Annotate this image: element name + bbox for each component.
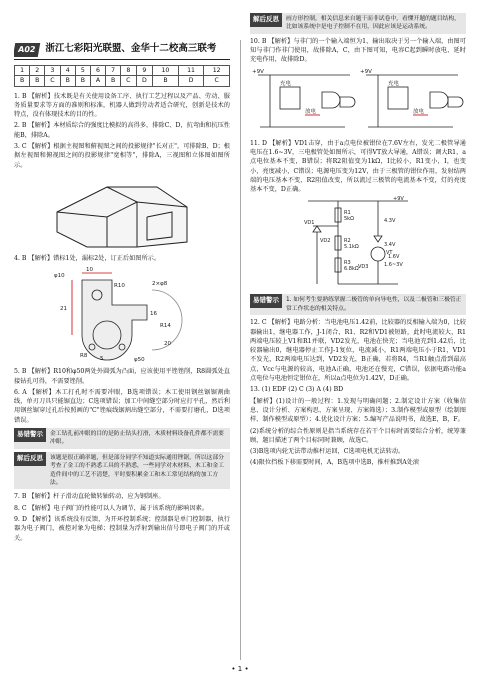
hint-text: 1. 如何考生要熟练掌握二极管的单向导电性，以及二极管和三极管正常工作状态的相关特点。 [286,297,462,312]
q12-explanation: 12. C 【解析】电路分析：当电池电压1.42前，比较器的反相输入端为0，比较器输出1，继电器工作，J-1闭合，R1、R2和VD1被短路，此时电流较大，R1两端电压较上V1和R1并联，VD2发光，电池在快充；当电池充到1.42后，比较器输出0，继电器停止工作J-1复位，电流减小，R1两端电压小于R1，VD1不发光，R2两端电压达到，VD2发光，B正确，若将R4，当R1触点滑到最高点，Vcc与电源的较高，电池A正确，电池还在慢充，C错误，依据电路功能a点电位与电池恒定钳位在，所以a点电位为1.42V，D正确。 [250,319,466,383]
figure-label: 2×φ8 [152,281,168,288]
figure-label: 21 [60,306,67,313]
figure-label: 6.8kΩ [344,266,359,273]
q3-3d-figure [47,172,197,252]
answer-table-answer-cell: C [121,76,136,86]
figure-label: R14 [160,323,171,330]
answer-table-number-cell: 12 [204,66,230,76]
hint-label: 解后反思 [14,452,46,466]
answer-table-number-cell: 10 [153,66,179,76]
q13-part4: (4)限位挡板下移需要时间，A，B选项中选B，推杆推到A处滚 [250,459,420,467]
answer-table [14,65,230,87]
figure-label: 放电 [305,108,317,115]
answer-table-answers-row [15,76,230,86]
q5-explanation: 5. B 【解析】R10和φ50两处外圆弧为凸面，应该使用平锉锉削，R8圆弧处直接钻孔可得，不需要锉削。 [14,368,230,385]
answer-table-answer-cell: D [178,76,204,86]
figure-label: 5kΩ [344,216,354,223]
figure-label: R3 [344,260,351,267]
section-badge: A02 [14,43,41,57]
figure-label: 1.6V [388,254,400,261]
q2-explanation: 2. B 【解析】本材质综合的强度比模拟的高得多，排除C、D，抗弯曲和抗压性能B，排除A。 [14,122,230,139]
figure-label: VD3 [358,264,369,271]
answer-table-number-cell: 3 [45,66,60,76]
q11-explanation: 11. D 【解析】VD1击穿，由于a点电位被钳位在7.6V左右，发光二极管导通电压在1.6~3V，三电极管处如图所示，可得VT放大导通，A错误；调大R1，a点电位基本不变，B错误；将R2阻值变为1kΩ，I比较小，R1变小，I，也变小，亮度减小，C错误；电源电压变为12V，由于三极管的钳位作用，发射结两端的电压基本不变，R2阻值改变，所以流过三极管的电流基本不变，灯的亮度基本不变，D正确。 [250,139,466,194]
q13-part2: (2)系统分析的综合性原则是指当系统存在若干个目标时需要综合分析，统筹兼顾，题目描述了两个目标同时兼顾，故选C。 [250,427,466,444]
q13-answers: 13. (1) EDF (2) C (3) A (4) BD [250,386,344,394]
hint-box-reflection-top [250,13,466,34]
figure-label: 4.3V [384,218,396,225]
figure-label: 充电 [388,80,400,87]
left-column [14,40,230,660]
q10-explanation: 10. B 【解析】与非门的一个输入端恒为1，输出取决于另一个输入端，由图可知与非门作非门使用，故排除A，C，由下图可知，电容C起到瞬时放电、延时充电作用，故排除D。 [250,37,466,64]
answer-table-number-cell: 1 [15,66,30,76]
answer-table-answer-cell: B [75,76,90,86]
answer-table-answer-cell: B [60,76,75,86]
q8-explanation: 8. C 【解析】电子阀门的性能可以人为调节，属于该系统的影响因素。 [14,504,209,512]
answer-table-answer-cell: B [15,76,30,86]
hint-text: 该题是很正确率题，但是部分同学不知道实际通用锉锯，所以这部分考查了金工的不熟悉工具的不熟悉，一些同学对木材料、木工和金工造件间中的工艺不清楚，平时要积累金工和木工常见结构的加工方法。 [50,454,224,486]
hint-box-reflection [14,452,230,490]
hint-label: 易错警示 [14,428,46,442]
q3-explanation: 3. C 【解析】根据主视图和俯视图之间的投影规律"长对正"，可排除B、D；根据左视图和俯视图之间的投影规律"宽相等"，排除A，三视图和立体图如图所示。 [14,143,230,169]
answer-table-answer-cell: C [45,76,60,86]
hint-box-error-warning-2 [250,294,466,315]
figure-label: R1 [344,210,351,217]
figure-label: +9V [393,196,404,203]
answer-table-answer-cell: D [136,76,153,86]
figure-label: +9V [252,68,264,75]
hint-label: 解后反思 [250,13,282,27]
figure-label: 20 [164,341,171,348]
figure-label: VD2 [320,238,331,245]
hint-text: 金工钻孔前冲眼的目的是防止钻头打滑，木质材料设备孔件都不需要冲眼。 [50,431,224,446]
q11-circuit-figure [298,196,418,291]
figure-label: R8 [80,353,88,360]
q7-explanation: 7. B 【解析】杆子滑动直轮做转轴转动，应为钢制座。 [14,493,165,501]
figure-label: R2 [344,238,351,245]
figure-label: VT [386,250,393,257]
figure-label: φ50 [134,357,145,364]
figure-label: φ10 [54,273,65,280]
answer-table-number-cell: 2 [30,66,45,76]
answer-table-numbers-row [15,66,230,76]
figure-label: 16 [150,311,157,318]
title-row [14,40,230,60]
answer-table-answer-cell: B [30,76,45,86]
q4-dimension-drawing [52,265,192,365]
q9-explanation: 9. D 【解析】该系统没有反馈，为开环控制系统；控制器是单门控制器，执行器为电子阀门，被控对象为电梯；控制量为浮射到输出信号即电子阀门的开或关。 [14,515,230,542]
q4-explanation: 4. B 【解析】错标1处，漏标2处，订正后如图所示。 [14,254,161,262]
figure-label: 10 [86,267,93,274]
q13-explanation: 【解析】(1)设计的一般过程：1.发现与明确问题；2.制定设计方案（收集信息、设计分析、方案构思、方案呈现、方案筛选）；3.制作模型或原型（绘制图样、制作模型或原型）；4.优化设计方案；5.编写产品说明书，故选E，B，F。 [250,397,466,424]
figure-label: 放电 [413,108,425,115]
q6-explanation: 6. A 【解析】木工打孔时不需要冲眼，B选项错误；木工使用钢丝锯锯割曲线，单刃刀具只能锯直边；C选项错误；加工中间缝空部分时应打平孔，然后利用钢丝锯穿过孔后按照画的"C"锉痕线锯割出缝空部分，不需要打磨孔，D选项错误。 [14,388,230,424]
answer-table-number-cell: 6 [90,66,105,76]
figure-label: R10 [114,283,125,290]
page-number: • 1 • [231,665,249,673]
figure-label: 3.4V [384,242,396,249]
figure-label: 5 [100,356,104,363]
q10-circuit-figures [250,67,466,137]
answer-table-number-cell: 4 [60,66,75,76]
hint-box-error-warning [14,428,230,449]
figure-label: 充电 [280,80,292,87]
answer-table-answer-cell: A [90,76,105,86]
figure-label: 1.6~3V [384,262,403,269]
hint-text: 画方形控制，相关信息来自题干而非试卷中，看懂开题的题目结构，比如该系统中是电子控制不在用，因此应该是运动系统。 [286,16,460,31]
page-title: 浙江七彩阳光联盟、金华十二校高三联考 [45,43,217,55]
figure-label: 5.1kΩ [344,244,359,251]
answer-table-answer-cell: B [106,76,121,86]
answer-table-number-cell: 9 [136,66,153,76]
answer-table-answer-cell: B [153,76,179,86]
column-divider [240,40,241,660]
figure-label: +9V [360,68,372,75]
right-column [250,10,466,660]
answer-table-number-cell: 7 [106,66,121,76]
q1-explanation: 1. B 【解析】技术既是有关使用设备工序、执行工艺过程以及产品、劳动、服务质量要求等方面的准则和标准，机器人做到劳动者适合研究，创新是技术的特点，没有体现技术的目的性。 [14,92,230,119]
page [14,15,466,660]
answer-table-number-cell: 5 [75,66,90,76]
answer-table-number-cell: 11 [178,66,204,76]
answer-table-number-cell: 8 [121,66,136,76]
answer-table-answer-cell: C [204,76,230,86]
q13-part3: (3)B选项内轮无法带动推杆运回，C选项电机无法转动。 [250,448,405,456]
hint-label: 易错警示 [250,294,282,308]
figure-label: VD1 [304,220,315,227]
